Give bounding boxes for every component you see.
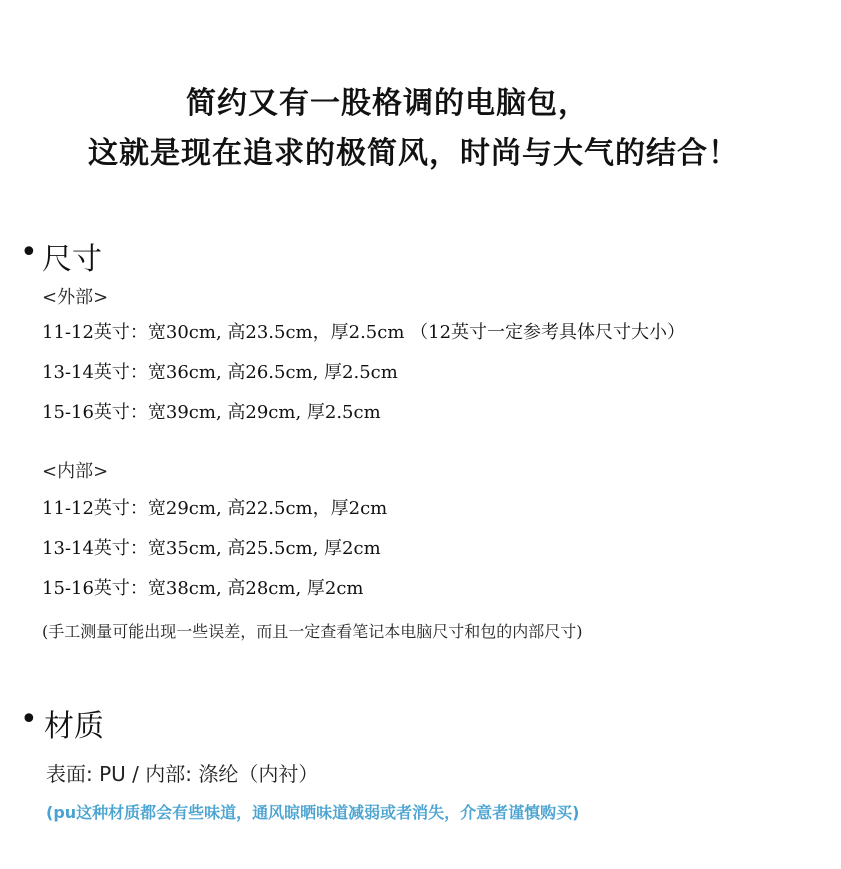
inner-row-13-14: 13-14英寸：宽35cm, 高25.5cm, 厚2cm xyxy=(42,538,381,559)
outer-row-11-12: 11-12英寸：宽30cm, 高23.5cm，厚2.5cm （12英寸一定参考具体尺寸大小） xyxy=(42,322,686,343)
size-title: 尺寸 xyxy=(42,242,102,277)
inner-row-11-12: 11-12英寸：宽29cm, 高22.5cm，厚2cm xyxy=(42,498,388,519)
outer-row-13-14: 13-14英寸：宽36cm, 高26.5cm, 厚2.5cm xyxy=(42,362,398,383)
inner-row-15-16: 15-16英寸：宽38cm, 高28cm, 厚2cm xyxy=(42,578,364,599)
headline-line-1: 简约又有一股格调的电脑包， xyxy=(186,86,589,121)
material-detail: 表面: PU / 内部: 涤纶（内衬） xyxy=(46,762,319,786)
size-bullet: • xyxy=(20,235,38,270)
outer-row-15-16: 15-16英寸：宽39cm, 高29cm, 厚2.5cm xyxy=(42,402,381,423)
inner-label: <内部> xyxy=(42,461,109,482)
measurement-note: (手工测量可能出现一些误差，而且一定查看笔记本电脑尺寸和包的内部尺寸) xyxy=(42,622,583,641)
material-bullet: • xyxy=(20,702,38,737)
outer-label: <外部> xyxy=(42,287,109,308)
material-warning: (pu这种材质都会有些味道，通风晾晒味道减弱或者消失，介意者谨慎购买) xyxy=(46,803,580,822)
headline-line-2: 这就是现在追求的极简风，时尚与大气的结合！ xyxy=(88,136,739,171)
material-title: 材质 xyxy=(44,709,104,744)
